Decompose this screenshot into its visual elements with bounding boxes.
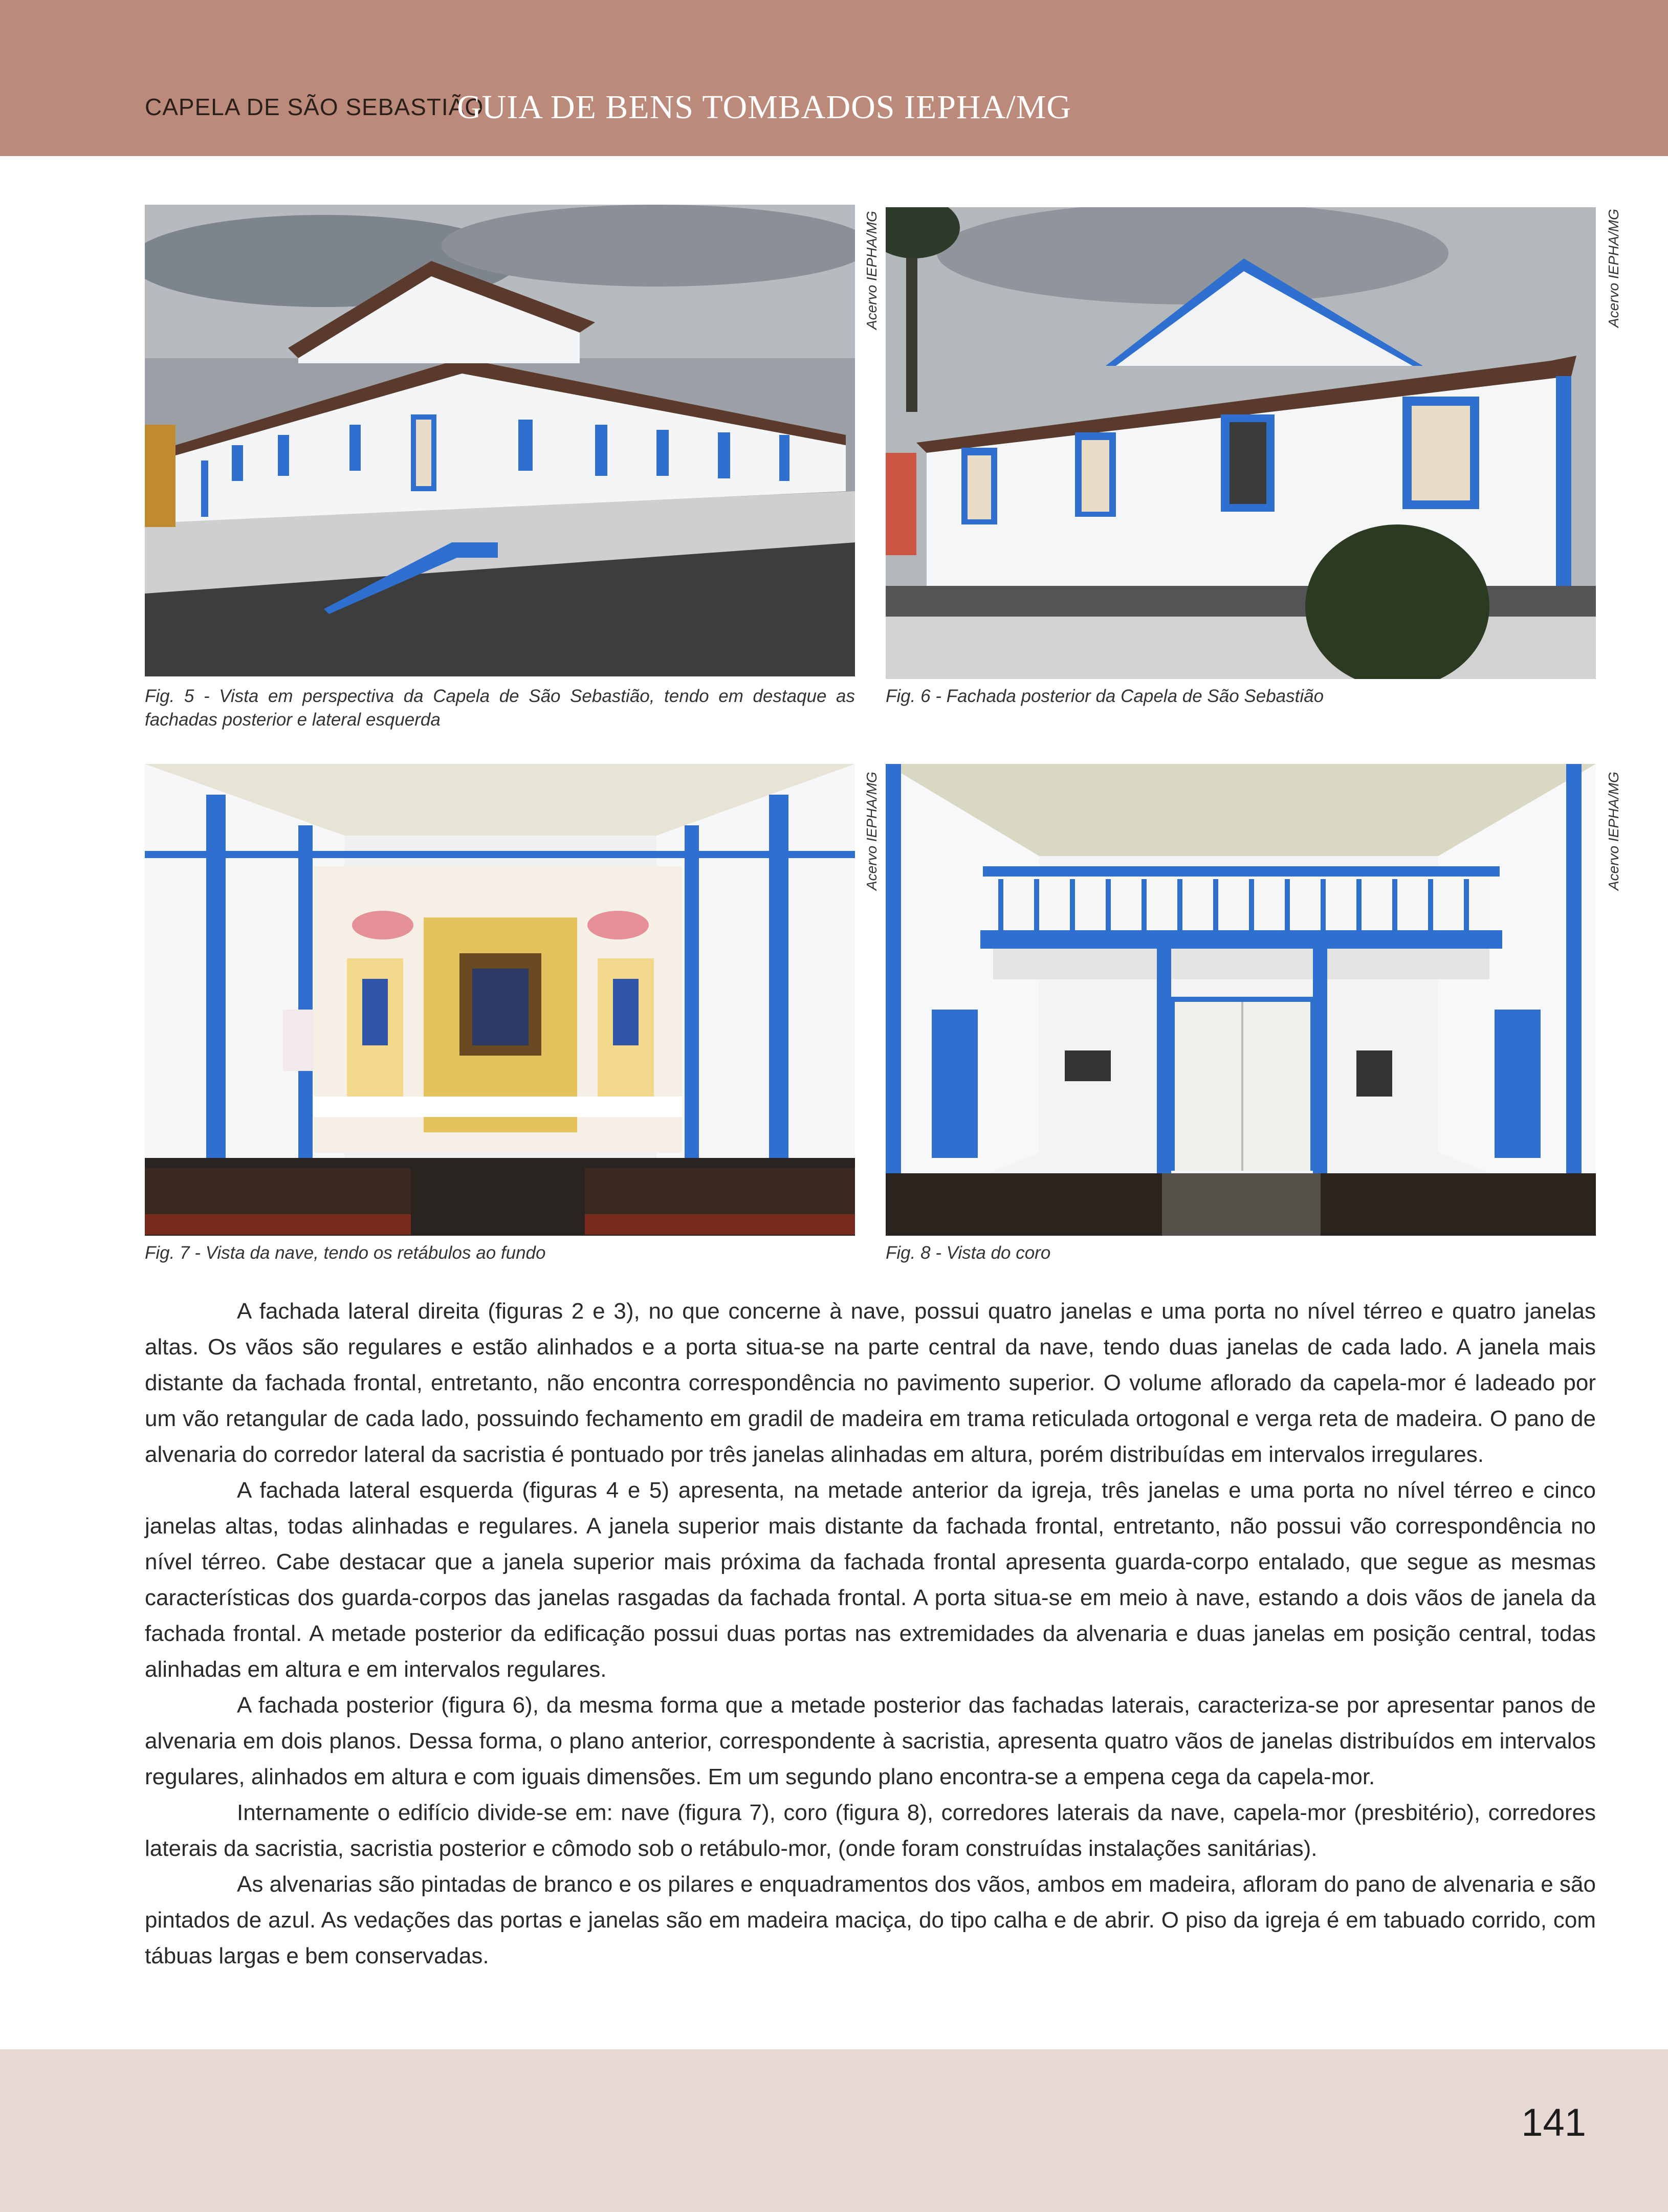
figure-7-photo: [145, 764, 855, 1236]
paragraph-3: A fachada posterior (figura 6), da mesma forma que a metade posterior das fachadas laterais, caracteriza-se por apresentar panos de alvenaria em dois planos. Dessa forma, o plano anterior, correspondente à sacristia, apresenta quatro vãos de janelas distribuídos em intervalos regulares, alinhados em altura e com iguais dimensões. Em um segundo plano encontra-se a empena cega da capela-mor.: [145, 1693, 1596, 1789]
figure-8-photo: [886, 764, 1596, 1236]
figure-6-photo: [886, 207, 1596, 679]
paragraph-4: Internamente o edifício divide-se em: nave (figura 7), coro (figura 8), corredores laterais da nave, capela-mor (presbitério), corredores laterais da sacristia, sacristia posterior e cômodo sob o retábulo-mor, (onde foram construídas instalações sanitárias).: [145, 1800, 1596, 1861]
figure-5-credit: Acervo IEPHA/MG: [864, 211, 880, 330]
paragraph-2: A fachada lateral esquerda (figuras 4 e 5) apresenta, na metade anterior da igreja, três janelas e uma porta no nível térreo e cinco janelas altas, todas alinhadas e regulares. A janela superior mais distante da fachada frontal, entretanto, não possui vão correspondência no nível térreo. Cabe destacar que a janela superior mais próxima da fachada frontal apresenta guarda-corpo entalado, que segue as mesmas características dos guarda-corpos das janelas rasgadas da fachada frontal. A porta situa-se em meio à nave, estando a dois vãos de janela da fachada frontal. A metade posterior da edificação possui duas portas nas extremidades da alvenaria e duas janelas em posição central, todas alinhadas em altura e em intervalos regulares.: [145, 1478, 1596, 1682]
page-footer: [0, 2049, 1668, 2212]
figure-6-caption: Fig. 6 - Fachada posterior da Capela de São Sebastião: [886, 686, 1324, 706]
figure-7-credit: Acervo IEPHA/MG: [864, 772, 880, 890]
paragraph-1: A fachada lateral direita (figuras 2 e 3), no que concerne à nave, possui quatro janelas e uma porta no nível térreo e quatro janelas altas. Os vãos são regulares e estão alinhados e a porta situa-se na parte central da nave, tendo duas janelas de cada lado. A janela mais distante da fachada frontal, entretanto, não encontra correspondência no pavimento superior. O volume aflorado da capela-mor é ladeado por um vão retangular de cada lado, possuindo fechamento em gradil de madeira em trama reticulada ortogonal e verga reta de madeira. O pano de alvenaria do corredor lateral da sacristia é pontuado por três janelas alinhadas em altura, porém distribuídas em intervalos irregulares.: [145, 1299, 1596, 1467]
figure-5-caption: Fig. 5 - Vista em perspectiva da Capela de São Sebastião, tendo em destaque as fachadas posterior e lateral esquerda: [145, 686, 855, 730]
figure-8-caption: Fig. 8 - Vista do coro: [886, 1243, 1051, 1263]
figure-8-credit: Acervo IEPHA/MG: [1606, 772, 1621, 890]
paragraph-5: As alvenarias são pintadas de branco e os pilares e enquadramentos dos vãos, ambos em madeira, afloram do pano de alvenaria e são pintados de azul. As vedações das portas e janelas são em madeira maciça, do tipo calha e de abrir. O piso da igreja é em tabuado corrido, com tábuas largas e bem conservadas.: [145, 1872, 1596, 1968]
page-number: 141: [1521, 2101, 1586, 2144]
figure-7-caption: Fig. 7 - Vista da nave, tendo os retábulos ao fundo: [145, 1243, 546, 1263]
figure-5-photo: [145, 205, 855, 676]
body-text: [145, 1294, 1596, 1974]
page-header: [0, 0, 1668, 156]
guide-title: GUIA DE BENS TOMBADOS IEPHA/MG: [457, 89, 1072, 126]
section-title: CAPELA DE SÃO SEBASTIÃO: [145, 94, 484, 120]
figure-6-credit: Acervo IEPHA/MG: [1606, 209, 1621, 327]
